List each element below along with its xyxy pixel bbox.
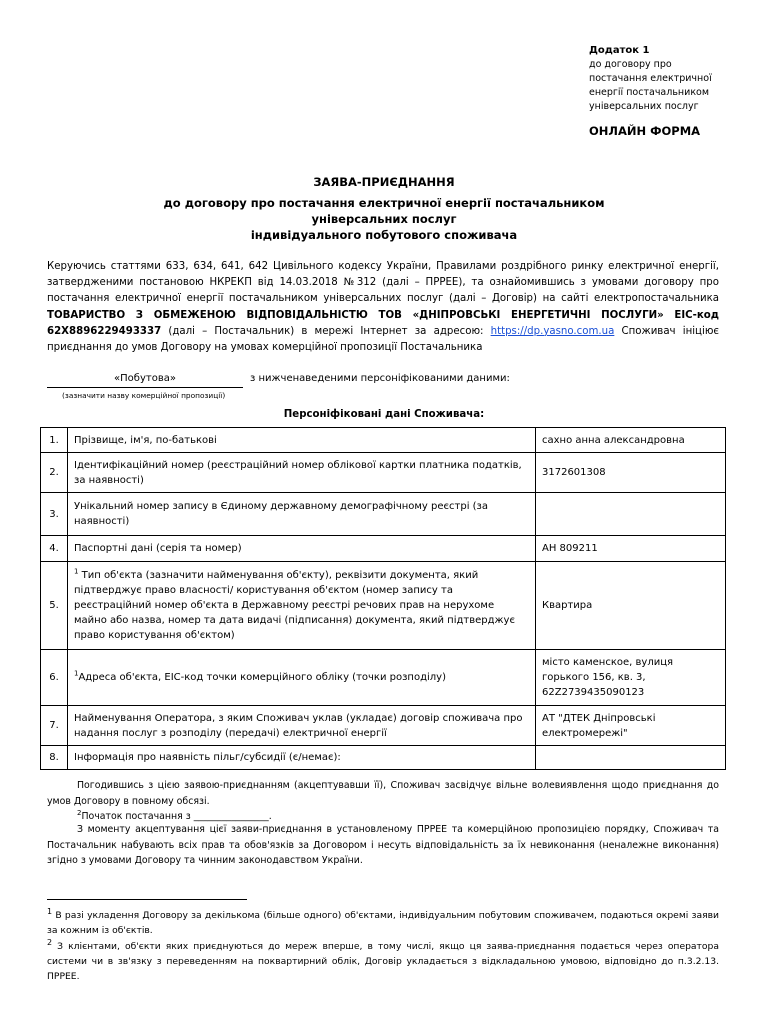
intro-text: Керуючись статтями 633, 634, 641, 642 Цивільного кодексу України, Правилами роздрібного ринку електричної енергії, затвердженими постановою НКРЕКП від 14.03.2018 №312 (далі – ПРРЕЕ), та ознайомившись з умовами договору про постачання електричної енергії постачальником універсальних послуг (далі – Договір) на сайті електропостачальника — [47, 261, 719, 305]
document-subtitle-3: індивідуального побутового споживача — [250, 228, 518, 242]
table-row — [41, 746, 726, 770]
acceptance-paragraph: З моменту акцептування цієї заяви-приєднання в установленому ПРРЕЕ та комерційною пропозицією порядку, Споживач та Постачальник набувають всіх прав та обов'язків за Договором і несуть відповідальність за їх невиконання (неналежне виконання) згідно з умовами Договору та чинним законодавством України. — [47, 824, 719, 866]
appendix-title: Додаток 1 — [589, 45, 650, 56]
footnote-mark: 2 — [47, 938, 53, 947]
footnote-ref: 1 — [74, 567, 79, 576]
row-value[interactable]: місто каменское, вулиця горького 156, кв. 3, 62Z2739435090123 — [536, 650, 726, 706]
row-value[interactable]: сахно анна александровна — [536, 428, 726, 453]
row-label: $^1$ Тип об'єкта (зазначити найменування об'єкту), реквізити документа, який підтверджує право власності/ користування об'єктом (номер запису та реєстраційний номер об'єкта в Державному реєстрі речових прав на нерухоме майно або назва, номер та дата видачі (підписання) документа, який підтверджує право користування об'єктом) — [68, 562, 536, 650]
document-subtitle-1: до договору про постачання електричної енергії постачальником — [163, 196, 605, 210]
footnote-ref: 2 — [77, 809, 82, 817]
row-value[interactable] — [536, 493, 726, 536]
personal-data-title: Персоніфіковані дані Споживача: — [283, 409, 485, 420]
row-number: 8. — [41, 746, 68, 770]
footnote-divider — [47, 899, 247, 900]
row-label: Унікальний номер запису в Єдиному державному демографічному реєстрі (за наявності) — [68, 493, 536, 536]
appendix-line: універсальних послуг — [589, 101, 699, 112]
table-row — [41, 650, 726, 706]
row-value[interactable]: 3172601308 — [536, 453, 726, 493]
row-number: 1. — [41, 428, 68, 453]
footnote-2: $^2$ З клієнтами, об'єкти яких приєднуються до мереж вперше, в тому числі, якщо ця заява-приєднання подається через оператора системи чи в зв'язку з переведенням на поквартирний облік, Договір укладається з відкладальною умовою, відповідно до п.3.2.13. ПРРЕЕ. — [47, 938, 719, 983]
document-subtitle-2: універсальних послуг — [311, 212, 457, 226]
supplier-website-link[interactable]: https://dp.yasno.com.ua — [490, 325, 615, 337]
row-label: Прізвище, ім'я, по-батькові — [68, 428, 536, 453]
supplier-name: ТОВАРИСТВО З ОБМЕЖЕНОЮ ВІДПОВІДАЛЬНІСТЮ ТОВ «ДНІПРОВСЬКІ ЕНЕРГЕТИЧНІ ПОСЛУГИ» ЕІС-код 62X8896229493337 — [47, 309, 719, 337]
row-label: Паспортні дані (серія та номер) — [68, 536, 536, 562]
row-label: Найменування Оператора, з яким Споживач уклав (укладає) договір споживача про надання послуг з розподілу (передачі) електричної енергії — [68, 706, 536, 746]
row-number: 4. — [41, 536, 68, 562]
row-number: 2. — [41, 453, 68, 493]
intro-text: (далі – Постачальник) в мережі Інтернет за адресою: — [161, 325, 491, 337]
row-value[interactable]: Квартира — [536, 562, 726, 650]
row-number: 5. — [41, 562, 68, 650]
row-value[interactable] — [536, 746, 726, 770]
table-row — [41, 536, 726, 562]
table-row — [41, 562, 726, 650]
table-row — [41, 706, 726, 746]
supply-start-line: $^2$Початок постачання з ________________. — [77, 809, 272, 823]
row-value[interactable]: АТ "ДТЕК Дніпровські електромережі" — [536, 706, 726, 746]
appendix-line: постачання електричної — [589, 73, 712, 84]
row-label: Ідентифікаційний номер (реєстраційний номер облікової картки платника податків, за наявності) — [68, 453, 536, 493]
appendix-block — [589, 44, 759, 114]
document-title: ЗАЯВА-ПРИЄДНАННЯ — [313, 175, 455, 189]
offer-hint: (зазначити назву комерційної пропозиції) — [62, 391, 226, 400]
intro-paragraph — [47, 259, 719, 356]
row-number: 3. — [41, 493, 68, 536]
agreement-paragraph: Погодившись з цією заявою-приєднанням (акцептувавши її), Споживач засвідчує вільне волевиявлення щодо приєднання до умов Договору в повному обсязі. — [47, 780, 719, 807]
appendix-line: до договору про — [589, 59, 672, 70]
footnote-mark: 1 — [47, 907, 53, 916]
row-number: 7. — [41, 706, 68, 746]
table-row — [41, 493, 726, 536]
intro-text: Споживач ініціює приєднання до умов Договору на умовах комерційної пропозиції Постачальника — [47, 325, 719, 354]
commercial-offer-field[interactable]: «Побутова» — [47, 373, 243, 388]
personal-data-table — [40, 427, 726, 770]
table-row — [41, 428, 726, 453]
row-label: Інформація про наявність пільг/субсидії (є/немає): — [68, 746, 536, 770]
footnote-1: $^1$ В разі укладення Договору за декількома (більше одного) об'єктами, індивідуальним побутовим споживачем, подаються окремі заяви за кожним із об'єктів. — [47, 907, 719, 937]
row-value[interactable]: АН 809211 — [536, 536, 726, 562]
form-label: ОНЛАЙН ФОРМА — [589, 124, 701, 138]
footnote-ref: 1 — [74, 669, 79, 678]
table-row — [41, 453, 726, 493]
row-label: $^1$Адреса об'єкта, ЕІС-код точки комерційного обліку (точки розподілу) — [68, 650, 536, 706]
offer-trailing-text: з нижченаведеними персоніфікованими даними: — [250, 373, 510, 384]
row-number: 6. — [41, 650, 68, 706]
appendix-line: енергії постачальником — [589, 87, 710, 98]
